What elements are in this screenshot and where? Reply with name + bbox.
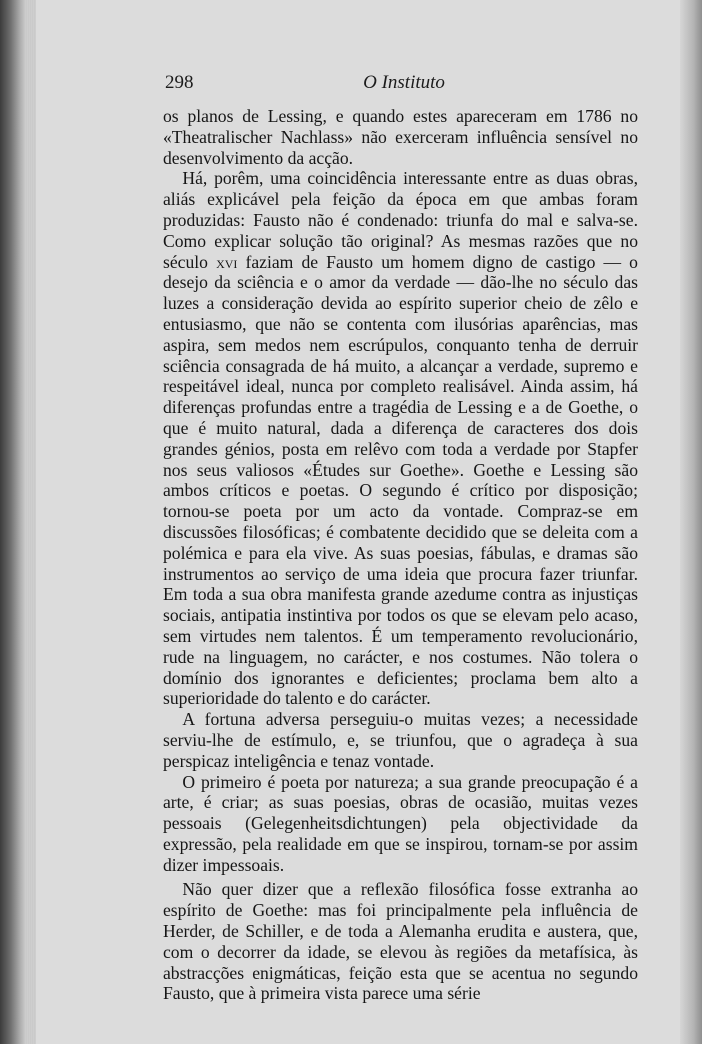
book-binding-edge [0,0,26,1044]
paragraph-lessing-goethe [163,168,638,709]
paragraph-text-part: faziam de Fausto um homem digno de castigo — o desejo da sciência e o amor da verdade — dão-lhe no século das luzes a consideração devida ao espírito superior cheio de zêlo e entusiasmo, que não se contenta com ilusórias aparências, mas aspira, sem medos nem escrúpulos, conquanto tenha de derruir sciência consagrada de há muito, a alcançar a verdade, supremo e respeitável ideal, nunca por completo realisável. Ainda assim, há diferenças profundas entre a tragédia de Lessing e a de Goethe, o que é muito natural, dada a diferença de caracteres dos dois grandes génios, posta em relêvo com toda a verdade por Stapfer nos seus valiosos «Études sur Goethe». Goethe e Lessing são ambos críticos e poetas. O segundo é crítico por disposição; tornou-se poeta por um acto da vontade. Compraz-se em discussões filosóficas; é combatente decidido que se deleita com a polémica e para ela vive. As suas poesias, fábulas, e dramas são instrumentos ao serviço de uma ideia que procura fazer triunfar. Em toda a sua obra manifesta grande azedume contra as injustiças sociais, antipatia instintiva por todos os que se elevam pelo acaso, sem virtudes nem talentos. É um temperamento revolucionário, rude na linguagem, no carácter, e nos costumes. Não tolera o domínio dos ignorantes e deficientes; proclama bem alto a superioridade do talento e do carácter. [163,251,638,709]
page-header [165,72,643,100]
page-right-edge [680,0,702,1044]
paragraph-reflection: Não quer dizer que a reflexão filosófica fosse extranha ao espírito de Goethe: mas foi principalmente pela influência de Herder, de Schiller, e de toda a Alemanha erudita e austera, que, com o decorrer da idade, se elevou às regiões da metafísica, às abstracções enigmáticas, feição esta que se acentua no segundo Fausto, que à primeira vista parece uma série [163,879,638,1004]
paragraph-continuation: os planos de Lessing, e quando estes apareceram em 1786 no «Theatralischer Nachlass» não exerceram influência sensível no desenvolvimento da acção. [163,106,638,168]
page-stack-edge [26,0,36,1044]
running-title: O Instituto [363,72,445,93]
century-numeral: xvi [216,251,238,272]
page-number: 298 [165,72,194,93]
paragraph-fortune: A fortuna adversa perseguiu-o muitas vezes; a necessidade serviu-lhe de estímulo, e, se triunfou, que o agradeça à sua perspicaz inteligência e tenaz vontade. [163,709,638,771]
body-text [163,106,638,1004]
paragraph-poet: O primeiro é poeta por natureza; a sua grande preocupação é a arte, é criar; as suas poesias, obras de ocasião, muitas vezes pessoais (Gelegenheitsdichtungen) pela objectividade da expressão, pela realidade em que se inspirou, tornam-se por assim dizer impessoais. [163,771,638,875]
paragraph-text-part: Há, porêm, uma coincidência interessante entre as duas obras, aliás explicável pela feição da época em que ambas foram produzidas: Fausto não é condenado: triunfa do mal e salva-se. Como explicar solução tão original? As mesmas razões que no século [163,168,638,272]
